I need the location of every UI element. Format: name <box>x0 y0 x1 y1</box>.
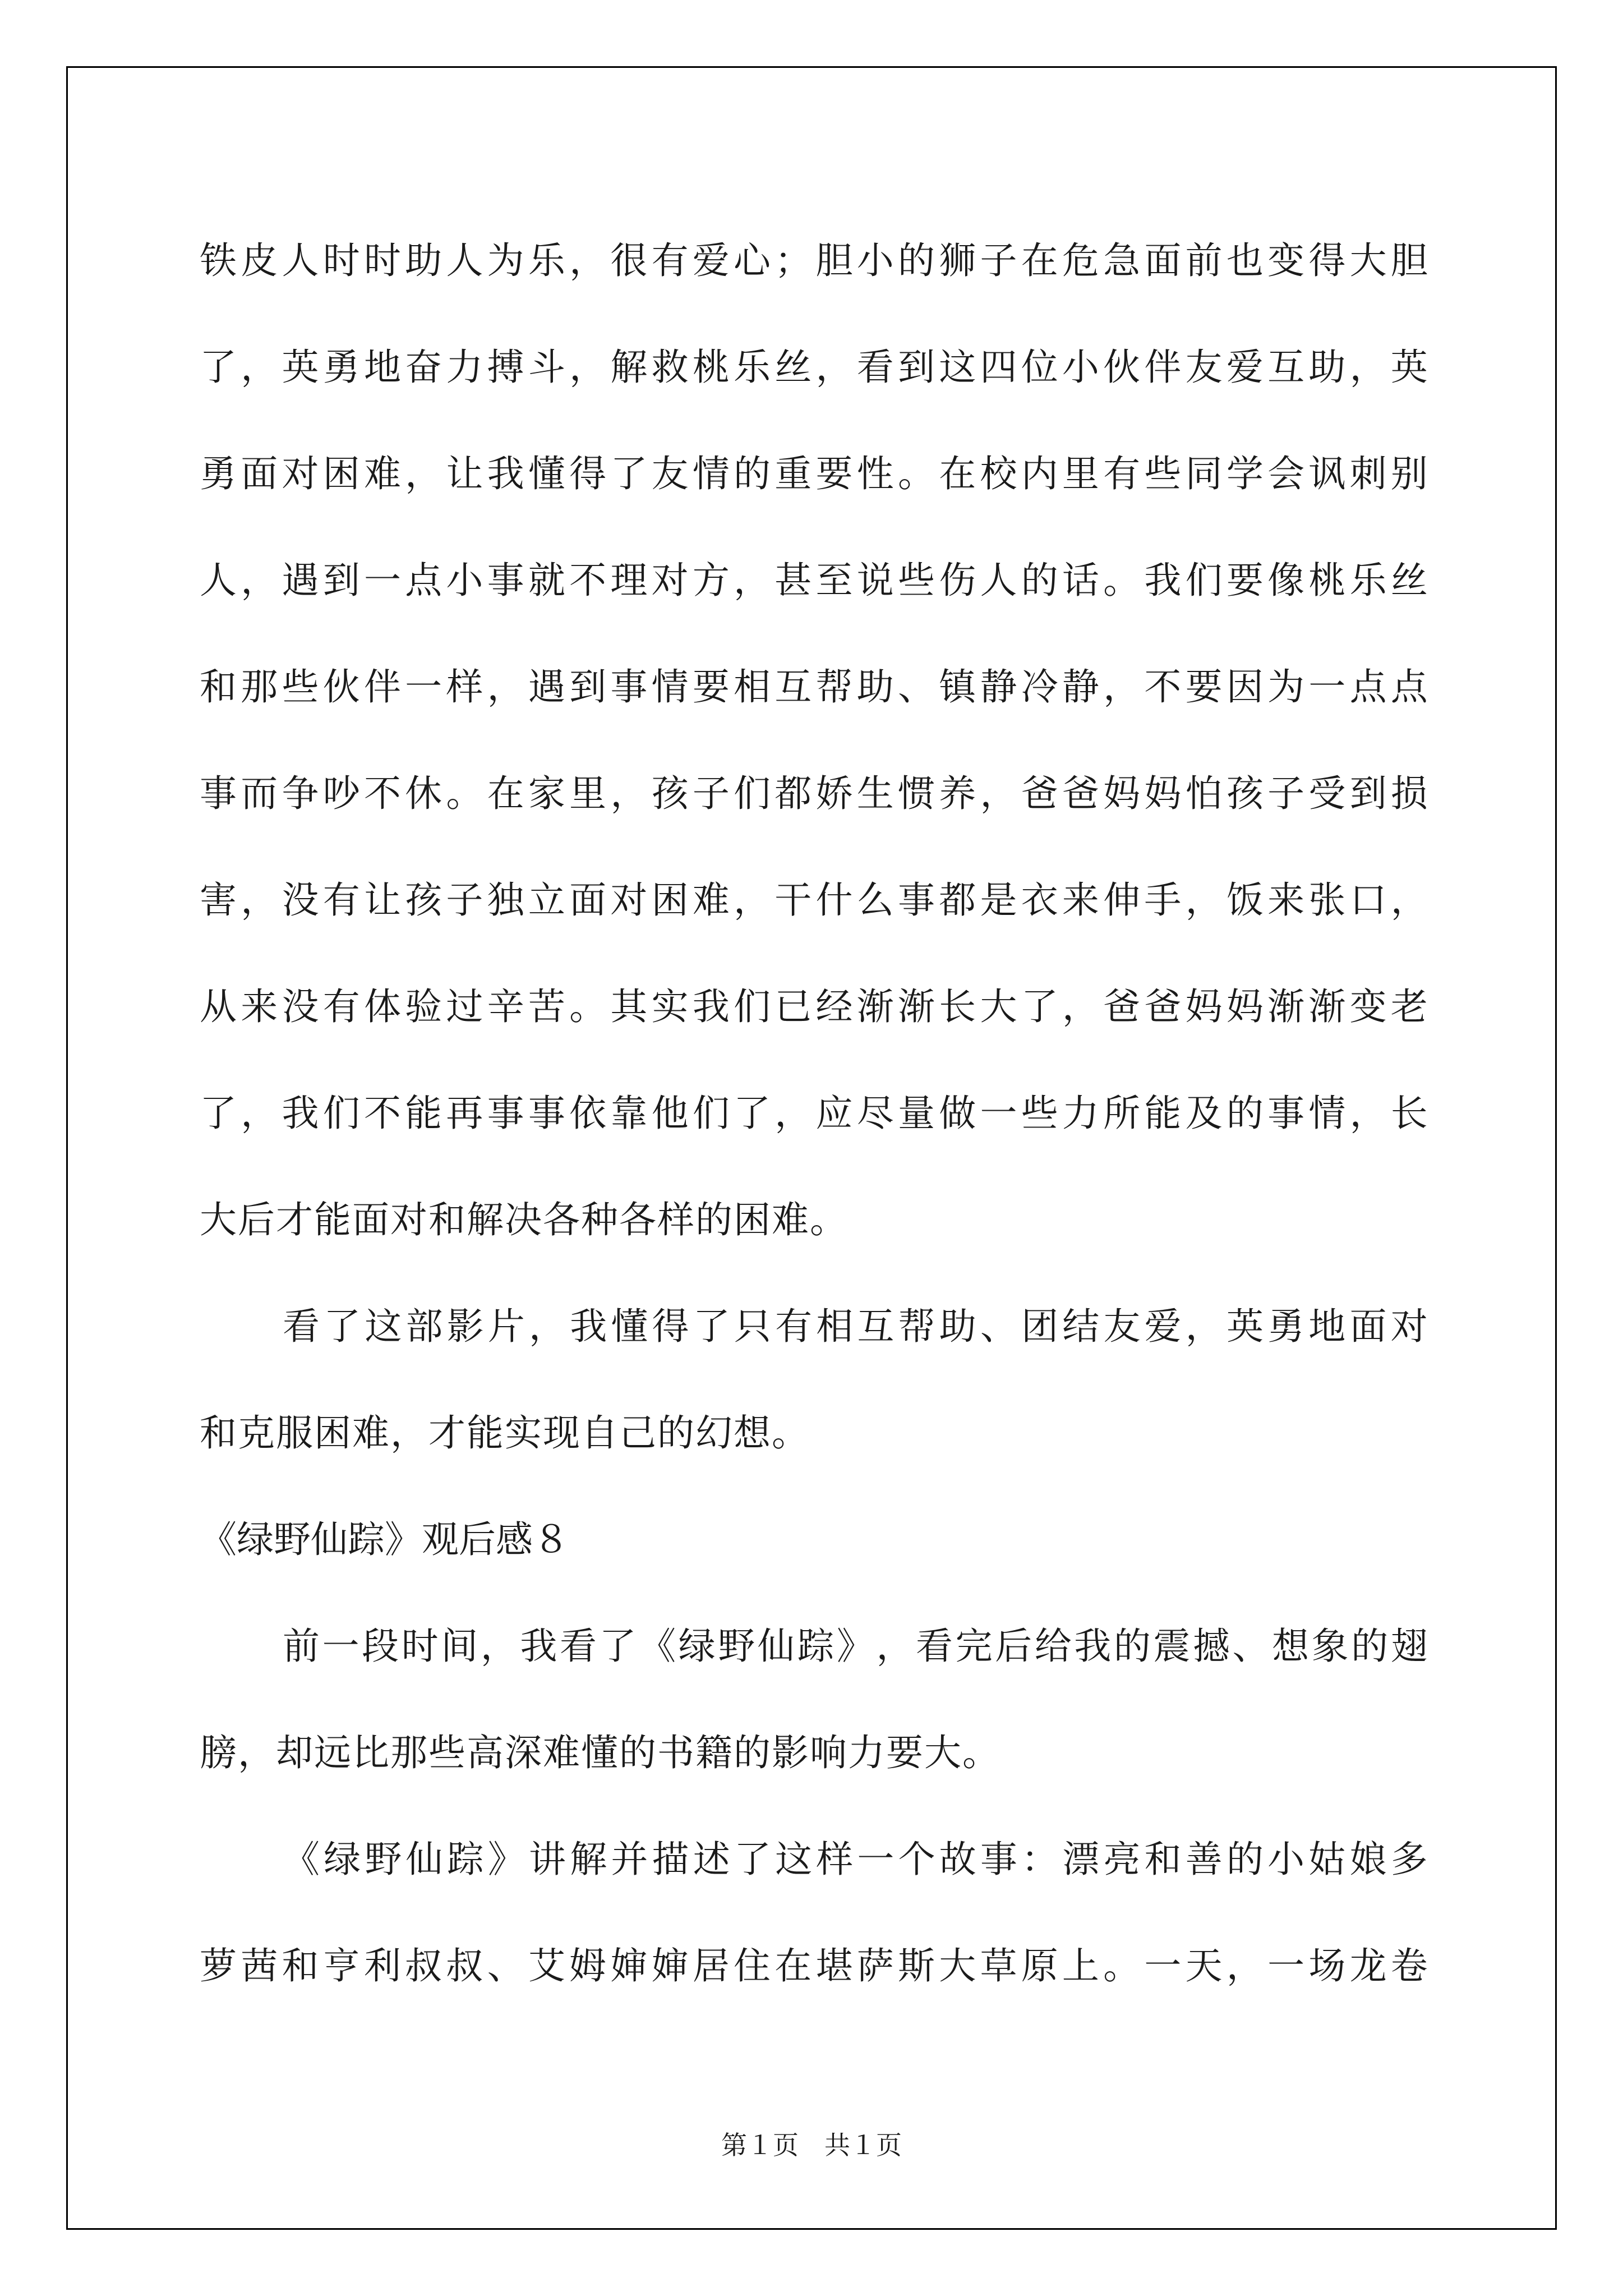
text-line: 和 那 些 伙 伴 一 样 ， 遇 到 事 情 要 相 互 帮 助 、 镇 静 冷 静 ， 不 要 因 为 一 点 点 <box>200 665 1429 708</box>
text-line: 《 绿 野 仙 踪 》 讲 解 并 描 述 了 这 样 一 个 故 事 ： 漂 亮 和 善 的 小 姑 娘 多 <box>283 1838 1429 1881</box>
text-line: 萝 茜 和 亨 利 叔 叔 、 艾 姆 婶 婶 居 住 在 堪 萨 斯 大 草 原 上 。 一 天 ， 一 场 龙 卷 <box>200 1944 1429 1987</box>
text-line: 铁 皮 人 时 时 助 人 为 乐 ， 很 有 爱 心 ； 胆 小 的 狮 子 在 危 急 面 前 也 变 得 大 胆 <box>200 239 1429 282</box>
text-line: 膀，却远比那些高深难懂的书籍的影响力要大。 <box>200 1731 1000 1774</box>
text-line: 人 ， 遇 到 一 点 小 事 就 不 理 对 方 ， 甚 至 说 些 伤 人 的 话 。 我 们 要 像 桃 乐 丝 <box>200 559 1429 602</box>
text-line: 勇 面 对 困 难 ， 让 我 懂 得 了 友 情 的 重 要 性 。 在 校 内 里 有 些 同 学 会 讽 刺 别 <box>200 452 1429 495</box>
text-line: 大后才能面对和解决各种各样的困难。 <box>200 1198 848 1241</box>
text-line: 看 了 这 部 影 片 ， 我 懂 得 了 只 有 相 互 帮 助 、 团 结 友 爱 ， 英 勇 地 面 对 <box>283 1305 1429 1348</box>
text-line: 害 ， 没 有 让 孩 子 独 立 面 对 困 难 ， 干 什 么 事 都 是 衣 来 伸 手 ， 饭 来 张 口 ， <box>200 878 1429 922</box>
text-line: 从 来 没 有 体 验 过 辛 苦 。 其 实 我 们 已 经 渐 渐 长 大 了 ， 爸 爸 妈 妈 渐 渐 变 老 <box>200 985 1429 1028</box>
page-footer: 第１页 共１页 <box>721 2130 902 2160</box>
text-line: 了 ， 我 们 不 能 再 事 事 依 靠 他 们 了 ， 应 尽 量 做 一 些 力 所 能 及 的 事 情 ， 长 <box>200 1092 1429 1135</box>
document-body <box>200 208 1429 2019</box>
text-line: 事 而 争 吵 不 休 。 在 家 里 ， 孩 子 们 都 娇 生 惯 养 ， 爸 爸 妈 妈 怕 孩 子 受 到 损 <box>200 772 1429 815</box>
section-heading: 《绿野仙踪》观后感８ <box>200 1518 570 1561</box>
text-line: 和克服困难，才能实现自己的幻想。 <box>200 1411 810 1455</box>
text-line: 前 一 段 时 间 ， 我 看 了 《 绿 野 仙 踪 》 ， 看 完 后 给 我 的 震 撼 、 想 象 的 翅 <box>283 1625 1429 1668</box>
text-line: 了 ， 英 勇 地 奋 力 搏 斗 ， 解 救 桃 乐 丝 ， 看 到 这 四 位 小 伙 伴 友 爱 互 助 ， 英 <box>200 346 1429 389</box>
